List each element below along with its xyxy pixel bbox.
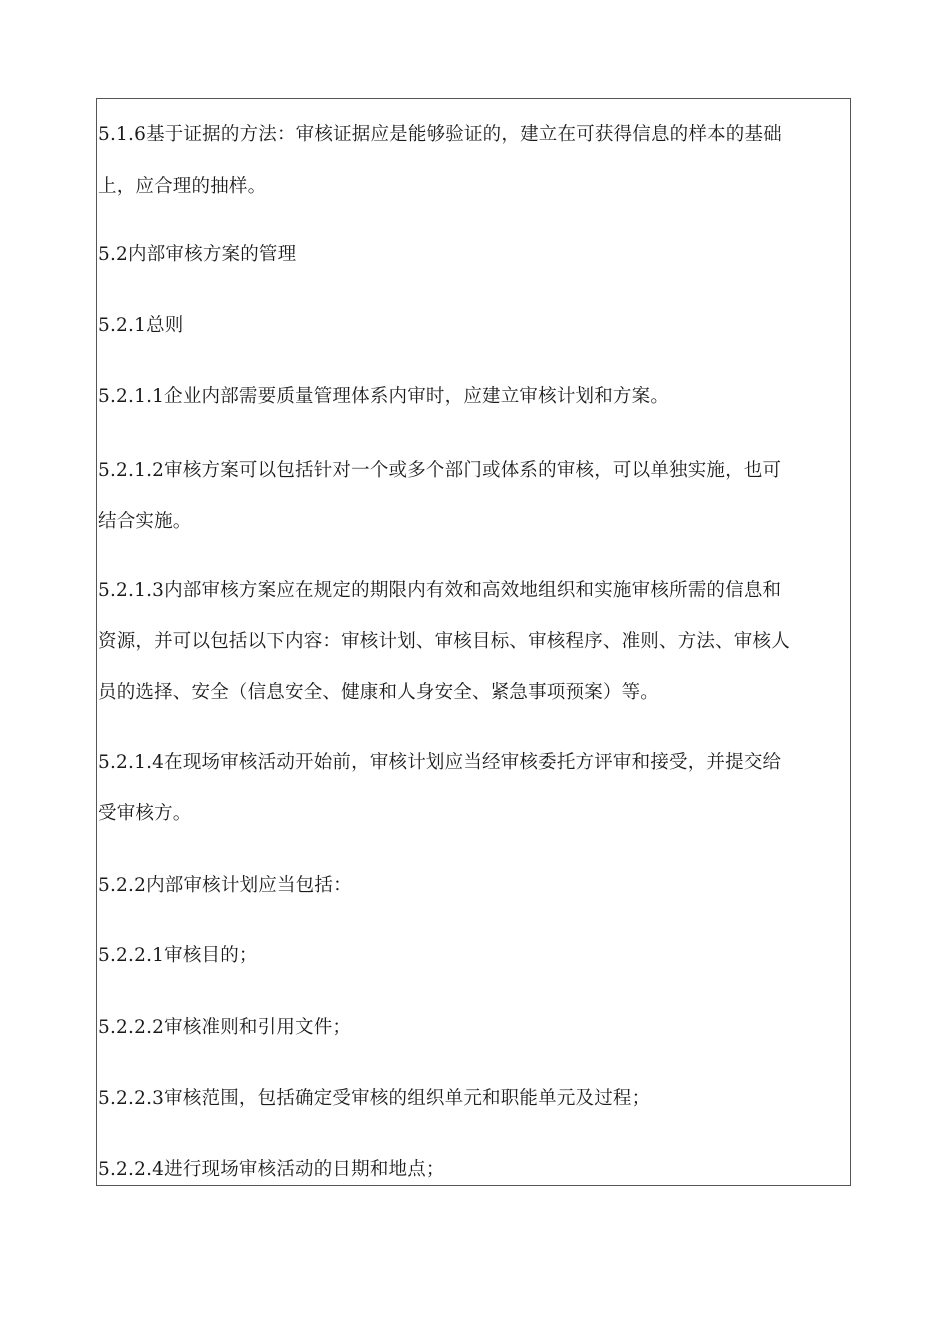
- text-line-5-2-1-3-cont1: 资源，并可以包括以下内容：审核计划、审核目标、审核程序、准则、方法、审核人: [98, 631, 790, 652]
- list-item-5-2-2-4: 5.2.2.4进行现场审核活动的日期和地点；: [98, 1159, 445, 1180]
- list-item-5-2-2-2: 5.2.2.2审核准则和引用文件；: [98, 1017, 352, 1038]
- frame-tick: [850, 902, 851, 922]
- text-line-5-2-1-2: 5.2.1.2审核方案可以包括针对一个或多个部门或体系的审核，可以单独实施，也可: [98, 460, 782, 481]
- frame-tick: [96, 341, 97, 361]
- frame-tick: [850, 341, 851, 361]
- frame-tick: [96, 708, 97, 728]
- text-line-5-2-1-4-cont: 受审核方。: [98, 803, 192, 824]
- text-line-5-2-1-3-cont2: 员的选择、安全（信息安全、健康和人身安全、紧急事项预案）等。: [98, 682, 660, 703]
- frame-tick: [96, 1116, 97, 1136]
- text-line-5-1-6: 5.1.6基于证据的方法：审核证据应是能够验证的，建立在可获得信息的样本的基础: [98, 124, 782, 145]
- frame-tick: [850, 1116, 851, 1136]
- frame-tick: [96, 830, 97, 850]
- frame-tick: [850, 830, 851, 850]
- frame-tick: [850, 199, 851, 219]
- heading-5-2: 5.2内部审核方案的管理: [98, 244, 297, 265]
- frame-tick: [850, 538, 851, 558]
- frame-tick: [96, 199, 97, 219]
- frame-tick: [96, 973, 97, 993]
- heading-5-2-1: 5.2.1总则: [98, 315, 184, 336]
- frame-tick: [850, 412, 851, 432]
- frame-tick: [850, 708, 851, 728]
- frame-tick: [850, 271, 851, 291]
- frame-tick: [96, 902, 97, 922]
- frame-tick: [96, 538, 97, 558]
- heading-5-2-2: 5.2.2内部审核计划应当包括：: [98, 875, 352, 896]
- text-line-5-2-1-4: 5.2.1.4在现场审核活动开始前，审核计划应当经审核委托方评审和接受，并提交给: [98, 752, 782, 773]
- frame-tick: [850, 973, 851, 993]
- text-line-5-2-1-1: 5.2.1.1企业内部需要质量管理体系内审时，应建立审核计划和方案。: [98, 386, 670, 407]
- frame-tick: [96, 1044, 97, 1064]
- list-item-5-2-2-3: 5.2.2.3审核范围，包括确定受审核的组织单元和职能单元及过程；: [98, 1088, 651, 1109]
- frame-tick: [96, 412, 97, 432]
- frame-tick: [850, 1044, 851, 1064]
- text-line-5-1-6-cont: 上，应合理的抽样。: [98, 176, 267, 197]
- frame-tick: [96, 271, 97, 291]
- list-item-5-2-2-1: 5.2.2.1审核目的；: [98, 945, 258, 966]
- text-line-5-2-1-2-cont: 结合实施。: [98, 511, 192, 532]
- text-line-5-2-1-3: 5.2.1.3内部审核方案应在规定的期限内有效和高效地组织和实施审核所需的信息和: [98, 580, 782, 601]
